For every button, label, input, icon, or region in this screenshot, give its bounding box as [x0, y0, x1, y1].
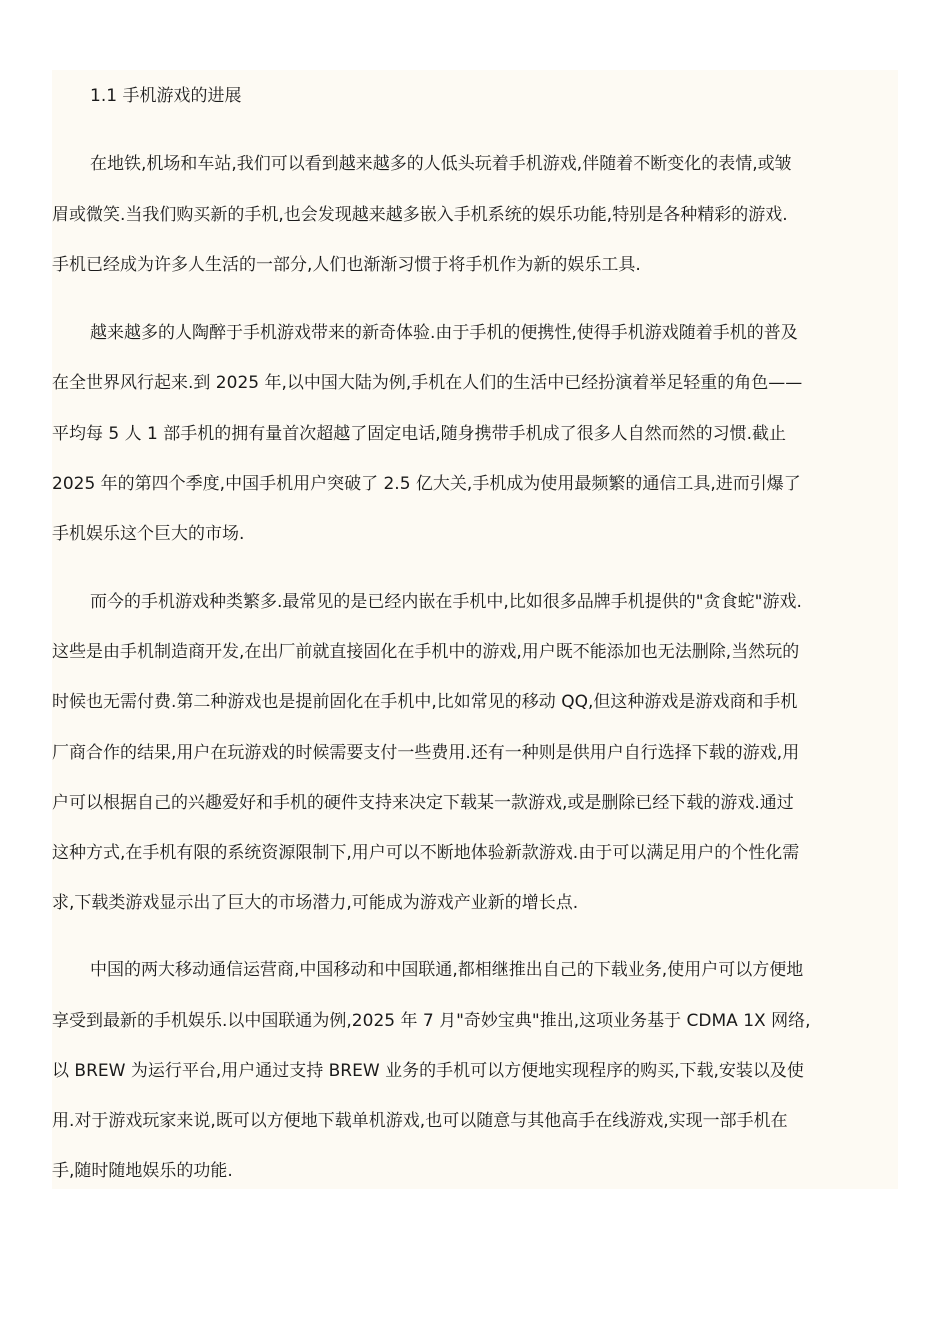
paragraph-line: 求,下载类游戏显示出了巨大的市场潜力,可能成为游戏产业新的增长点. [52, 893, 579, 913]
paragraph-line: 而今的手机游戏种类繁多.最常见的是已经内嵌在手机中,比如很多品牌手机提供的"贪食蛇"游戏. [90, 592, 802, 612]
paragraph-line: 手机娱乐这个巨大的市场. [52, 524, 245, 544]
paragraph-line: 时候也无需付费.第二种游戏也是提前固化在手机中,比如常见的移动 QQ,但这种游戏是游戏商和手机 [52, 692, 798, 712]
paragraph-line: 用.对于游戏玩家来说,既可以方便地下载单机游戏,也可以随意与其他高手在线游戏,实现一部手机在 [52, 1111, 788, 1131]
paragraph-line: 手,随时随地娱乐的功能. [52, 1161, 233, 1181]
paragraph-line: 享受到最新的手机娱乐.以中国联通为例,2025 年 7 月"奇妙宝典"推出,这项业务基于 CDMA 1X 网络, [52, 1011, 811, 1031]
paragraph-line: 越来越多的人陶醉于手机游戏带来的新奇体验.由于手机的便携性,使得手机游戏随着手机的普及 [90, 323, 798, 343]
document-body [52, 70, 898, 1189]
paragraph-line: 以 BREW 为运行平台,用户通过支持 BREW 业务的手机可以方便地实现程序的购买,下载,安装以及使 [52, 1061, 804, 1081]
paragraph-line: 厂商合作的结果,用户在玩游戏的时候需要支付一些费用.还有一种则是供用户自行选择下载的游戏,用 [52, 743, 800, 763]
paragraph-line: 眉或微笑.当我们购买新的手机,也会发现越来越多嵌入手机系统的娱乐功能,特别是各种精彩的游戏. [52, 205, 788, 225]
paragraph-line: 这种方式,在手机有限的系统资源限制下,用户可以不断地体验新款游戏.由于可以满足用户的个性化需 [52, 843, 800, 863]
section-heading: 1.1 手机游戏的进展 [90, 86, 242, 106]
paragraph-line: 在地铁,机场和车站,我们可以看到越来越多的人低头玩着手机游戏,伴随着不断变化的表情,或皱 [90, 154, 792, 174]
paragraph-line: 这些是由手机制造商开发,在出厂前就直接固化在手机中的游戏,用户既不能添加也无法删除,当然玩的 [52, 642, 800, 662]
paragraph-line: 中国的两大移动通信运营商,中国移动和中国联通,都相继推出自己的下载业务,使用户可以方便地 [90, 960, 804, 980]
paragraph-line: 在全世界风行起来.到 2025 年,以中国大陆为例,手机在人们的生活中已经扮演着举足轻重的角色—— [52, 373, 803, 393]
paragraph-line: 户可以根据自己的兴趣爱好和手机的硬件支持来决定下载某一款游戏,或是删除已经下载的游戏.通过 [52, 793, 794, 813]
paragraph-line: 平均每 5 人 1 部手机的拥有量首次超越了固定电话,随身携带手机成了很多人自然而然的习惯.截止 [52, 424, 787, 444]
paragraph-line: 2025 年的第四个季度,中国手机用户突破了 2.5 亿大关,手机成为使用最频繁的通信工具,进而引爆了 [52, 474, 801, 494]
paragraph-line: 手机已经成为许多人生活的一部分,人们也渐渐习惯于将手机作为新的娱乐工具. [52, 255, 641, 275]
